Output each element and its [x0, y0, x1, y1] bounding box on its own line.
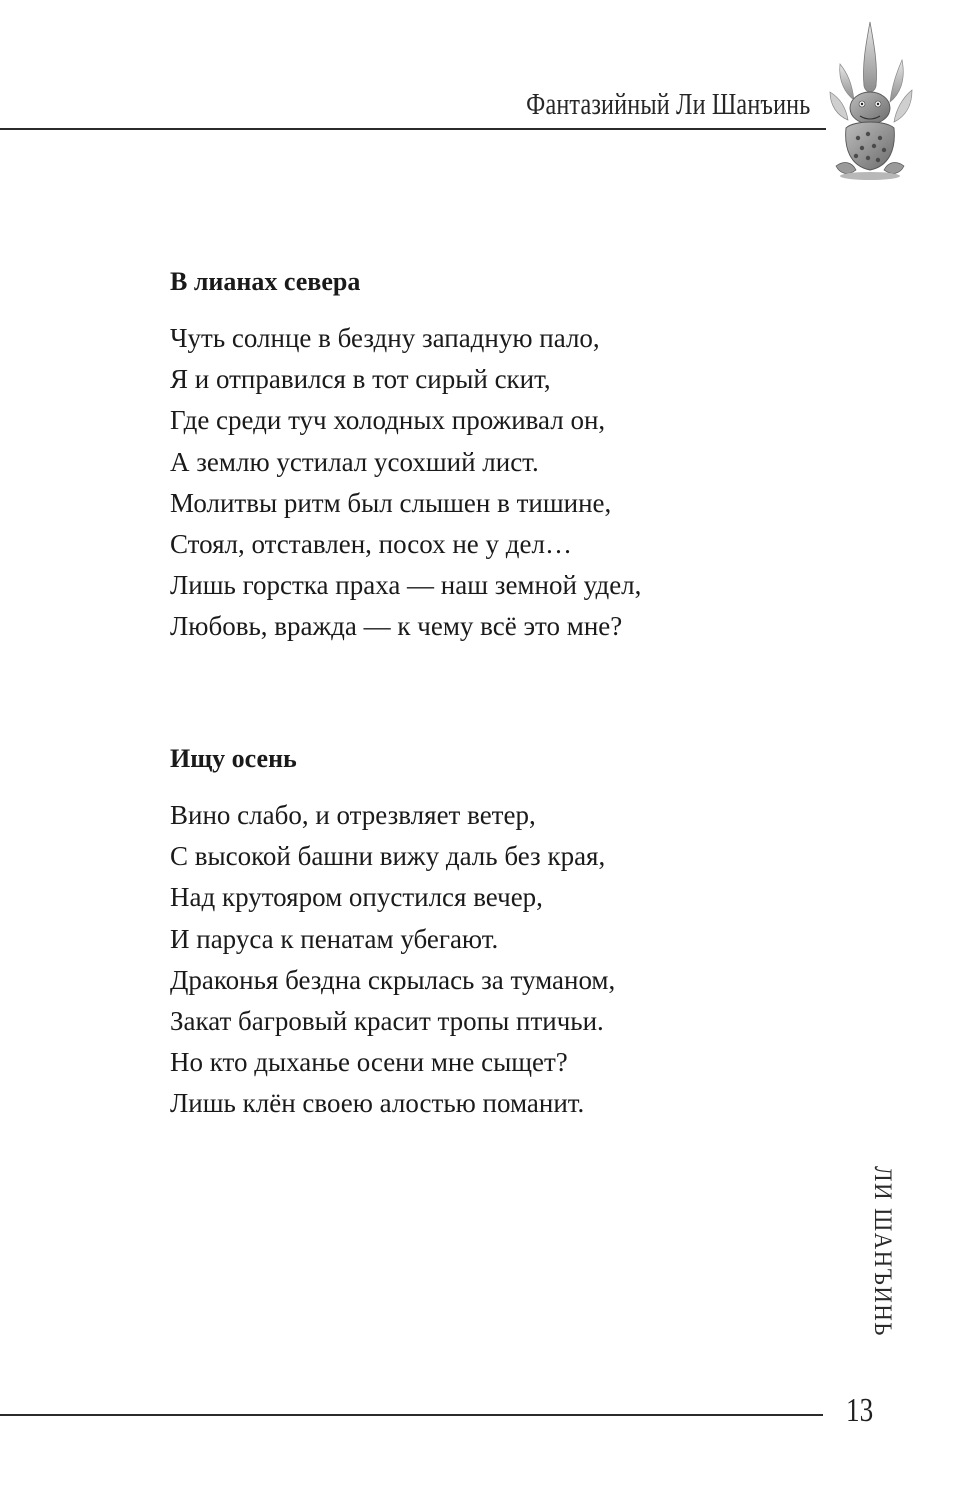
verse-line: Молитвы ритм был слышен в тишине,	[170, 487, 612, 518]
poem-verse	[170, 795, 810, 1125]
footer-rule	[0, 1414, 823, 1416]
verse-line: Где среди туч холодных проживал он,	[170, 405, 606, 436]
page-number: 13	[846, 1392, 874, 1429]
side-author-name: ЛИ ШАНЪИНЬ	[869, 1166, 896, 1337]
poem-verse	[170, 318, 810, 648]
verse-line: Над крутояром опустился вечер,	[170, 882, 543, 913]
side-author-text	[869, 1166, 896, 1352]
verse-line: Стоял, отставлен, посох не у дел…	[170, 528, 572, 559]
verse-line: Закат багровый красит тропы птичьи.	[170, 1005, 604, 1036]
verse-line: Я и отправился в тот сирый скит,	[170, 364, 551, 395]
verse-line: Драконья бездна скрылась за туманом,	[170, 964, 616, 995]
running-title: Фантазийный Ли Шанъинь	[525, 86, 810, 121]
poem	[170, 262, 810, 648]
verse-line: Вино слабо, и отрезвляет ветер,	[170, 800, 536, 830]
verse-line: Любовь, вражда — к чему всё это мне?	[170, 611, 623, 642]
poem-title: В лианах севера	[170, 267, 361, 296]
verse-line: Лишь горстка праха — наш земной удел,	[170, 570, 642, 601]
verse-line: Но кто дыханье осени мне сыщет?	[170, 1047, 568, 1078]
poem-title: Ищу осень	[170, 744, 297, 773]
verse-line: Лишь клён своею алостью поманит.	[170, 1088, 585, 1119]
verse-line: Чуть солнце в бездну западную пало,	[170, 323, 600, 353]
header-rule	[0, 128, 826, 130]
verse-line: И паруса к пенатам убегают.	[170, 923, 499, 954]
verse-line: С высокой башни вижу даль без края,	[170, 841, 606, 872]
dragon-figurine-icon	[822, 20, 918, 182]
poem	[170, 739, 810, 1125]
running-header	[0, 60, 962, 140]
verse-line: А землю устилал усохший лист.	[170, 446, 539, 477]
